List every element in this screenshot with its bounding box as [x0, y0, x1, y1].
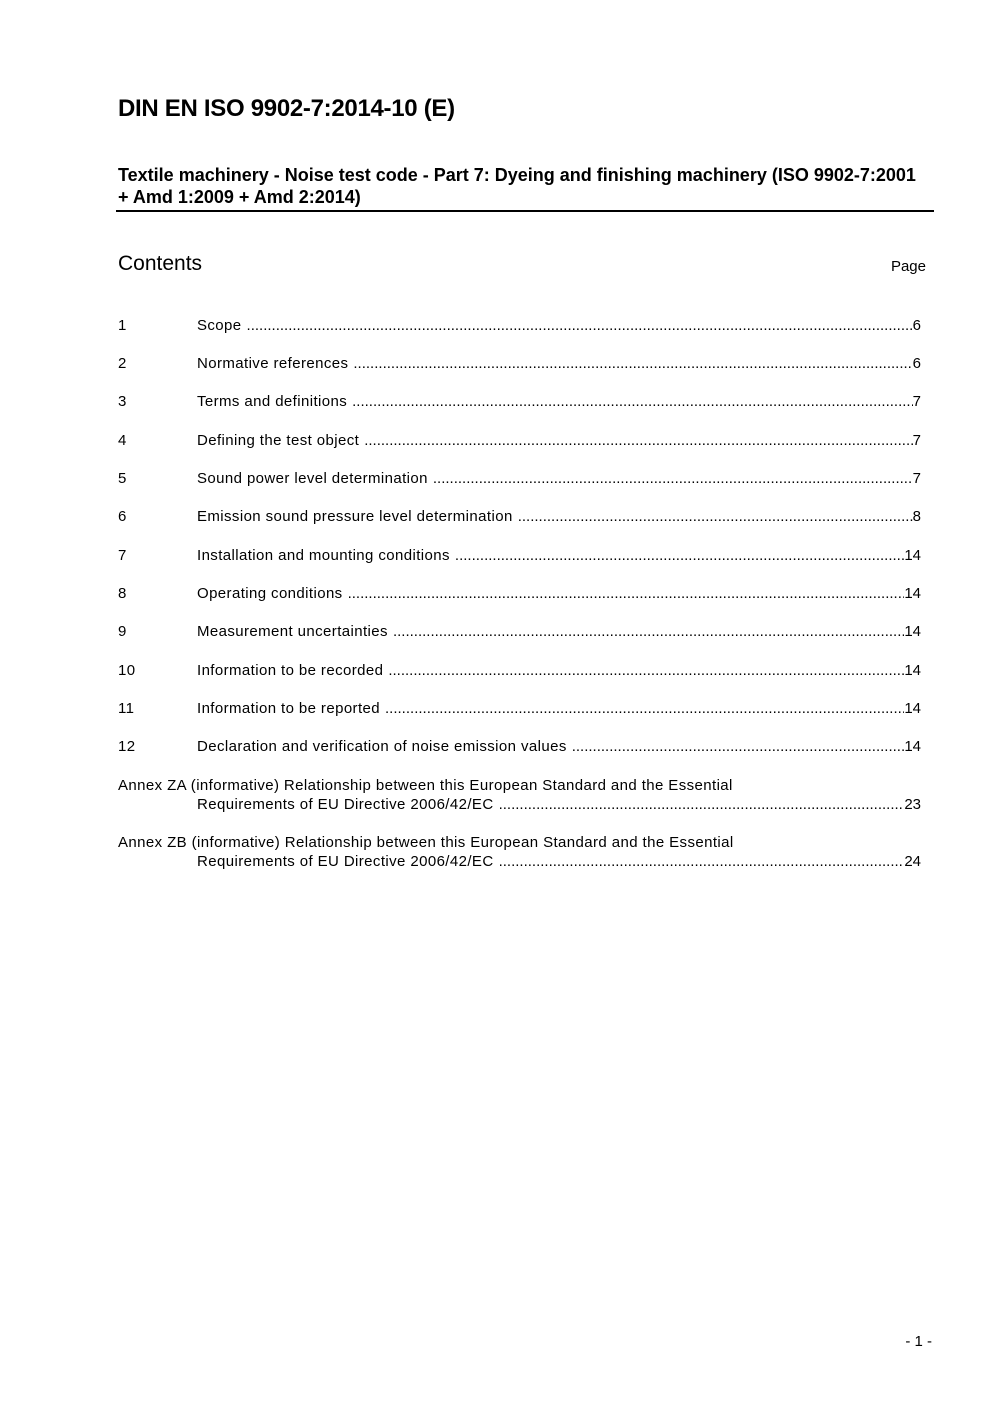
toc-entry-page: 14 — [904, 585, 921, 602]
toc-entry-emission-sound-pressure[interactable] — [118, 507, 921, 527]
toc-entry-number: 2 — [118, 355, 127, 372]
toc-entry-page: 14 — [904, 623, 921, 640]
toc-entry-title: Normative references — [197, 355, 349, 372]
toc-entry-number: 11 — [118, 700, 135, 717]
toc-entry-title: Defining the test object — [197, 432, 360, 449]
toc-entry-title: Installation and mounting conditions — [197, 547, 450, 564]
page-column-heading: Page — [890, 258, 926, 275]
toc-dot-leader — [364, 431, 912, 451]
toc-entry-page: 6 — [912, 317, 921, 334]
toc-dot-leader — [353, 354, 912, 374]
toc-dot-leader — [352, 392, 913, 412]
annex-title-continuation: Requirements of EU Directive 2006/42/EC — [197, 796, 494, 813]
toc-dot-leader — [348, 584, 905, 604]
toc-dot-leader — [433, 469, 913, 489]
toc-dot-leader — [572, 737, 905, 757]
toc-entry-number: 10 — [118, 662, 136, 679]
toc-entry-number: 7 — [118, 547, 127, 564]
header-rule — [116, 210, 934, 212]
toc-entry-title: Terms and definitions — [197, 393, 348, 410]
toc-entry-title: Measurement uncertainties — [197, 623, 388, 640]
toc-entry-title: Emission sound pressure level determination — [197, 508, 513, 525]
toc-entry-page: 14 — [904, 547, 921, 564]
toc-entry-title: Declaration and verification of noise emission values — [197, 738, 567, 755]
toc-annex-za[interactable] — [118, 776, 921, 814]
toc-dot-leader — [499, 852, 905, 871]
toc-annex-zb[interactable] — [118, 833, 921, 871]
toc-dot-leader — [393, 622, 904, 642]
toc-entry-number: 6 — [118, 508, 127, 525]
toc-entry-title: Operating conditions — [197, 585, 343, 602]
toc-entry-title: Information to be recorded — [197, 662, 384, 679]
toc-entry-page: 7 — [912, 470, 921, 487]
toc-entry-normative-references[interactable] — [118, 354, 921, 374]
toc-entry-page: 14 — [904, 738, 921, 755]
toc-entry-number: 8 — [118, 585, 127, 602]
contents-heading: Contents — [118, 252, 203, 275]
toc-entry-title: Sound power level determination — [197, 470, 428, 487]
toc-entry-page: 14 — [904, 700, 921, 717]
toc-entry-page: 7 — [912, 393, 921, 410]
toc-entry-page: 23 — [904, 796, 921, 813]
toc-dot-leader — [388, 661, 904, 681]
annex-title-continuation: Requirements of EU Directive 2006/42/EC — [197, 853, 494, 870]
toc-entry-number: 9 — [118, 623, 127, 640]
toc-dot-leader — [385, 699, 904, 719]
document-title: DIN EN ISO 9902-7:2014-10 (E) — [118, 95, 455, 122]
page-number: - 1 - — [905, 1333, 932, 1350]
toc-entry-installation-mounting[interactable] — [118, 546, 921, 566]
toc-entry-declaration-verification[interactable] — [118, 737, 921, 757]
toc-entry-title: Scope — [197, 317, 242, 334]
toc-entry-number: 5 — [118, 470, 127, 487]
toc-entry-defining-test-object[interactable] — [118, 431, 921, 451]
toc-dot-leader — [518, 507, 913, 527]
toc-entry-measurement-uncertainties[interactable] — [118, 622, 921, 642]
toc-entry-page: 6 — [912, 355, 921, 372]
toc-dot-leader — [455, 546, 904, 566]
toc-entry-page: 14 — [904, 662, 921, 679]
toc-entry-terms-and-definitions[interactable] — [118, 392, 921, 412]
toc-entry-information-recorded[interactable] — [118, 661, 921, 681]
annex-title-line: Annex ZB (informative) Relationship between this European Standard and the Essential — [118, 834, 734, 851]
toc-entry-page: 8 — [912, 508, 921, 525]
toc-entry-number: 3 — [118, 393, 127, 410]
toc-entry-scope[interactable] — [118, 316, 921, 336]
toc-entry-number: 1 — [118, 317, 127, 334]
toc-entry-page: 24 — [904, 853, 921, 870]
toc-entry-number: 12 — [118, 738, 136, 755]
toc-dot-leader — [499, 795, 905, 814]
toc-dot-leader — [247, 316, 913, 336]
toc-entry-number: 4 — [118, 432, 127, 449]
toc-entry-sound-power-level[interactable] — [118, 469, 921, 489]
toc-entry-title: Information to be reported — [197, 700, 381, 717]
toc-entry-operating-conditions[interactable] — [118, 584, 921, 604]
document-subtitle: Textile machinery - Noise test code - Part 7: Dyeing and finishing machinery (ISO 9902-7:2001 + Amd 1:2009 + Amd 2:2014) — [118, 165, 916, 207]
toc-entry-page: 7 — [912, 432, 921, 449]
toc-entry-information-reported[interactable] — [118, 699, 921, 719]
annex-title-line: Annex ZA (informative) Relationship between this European Standard and the Essential — [118, 777, 733, 794]
